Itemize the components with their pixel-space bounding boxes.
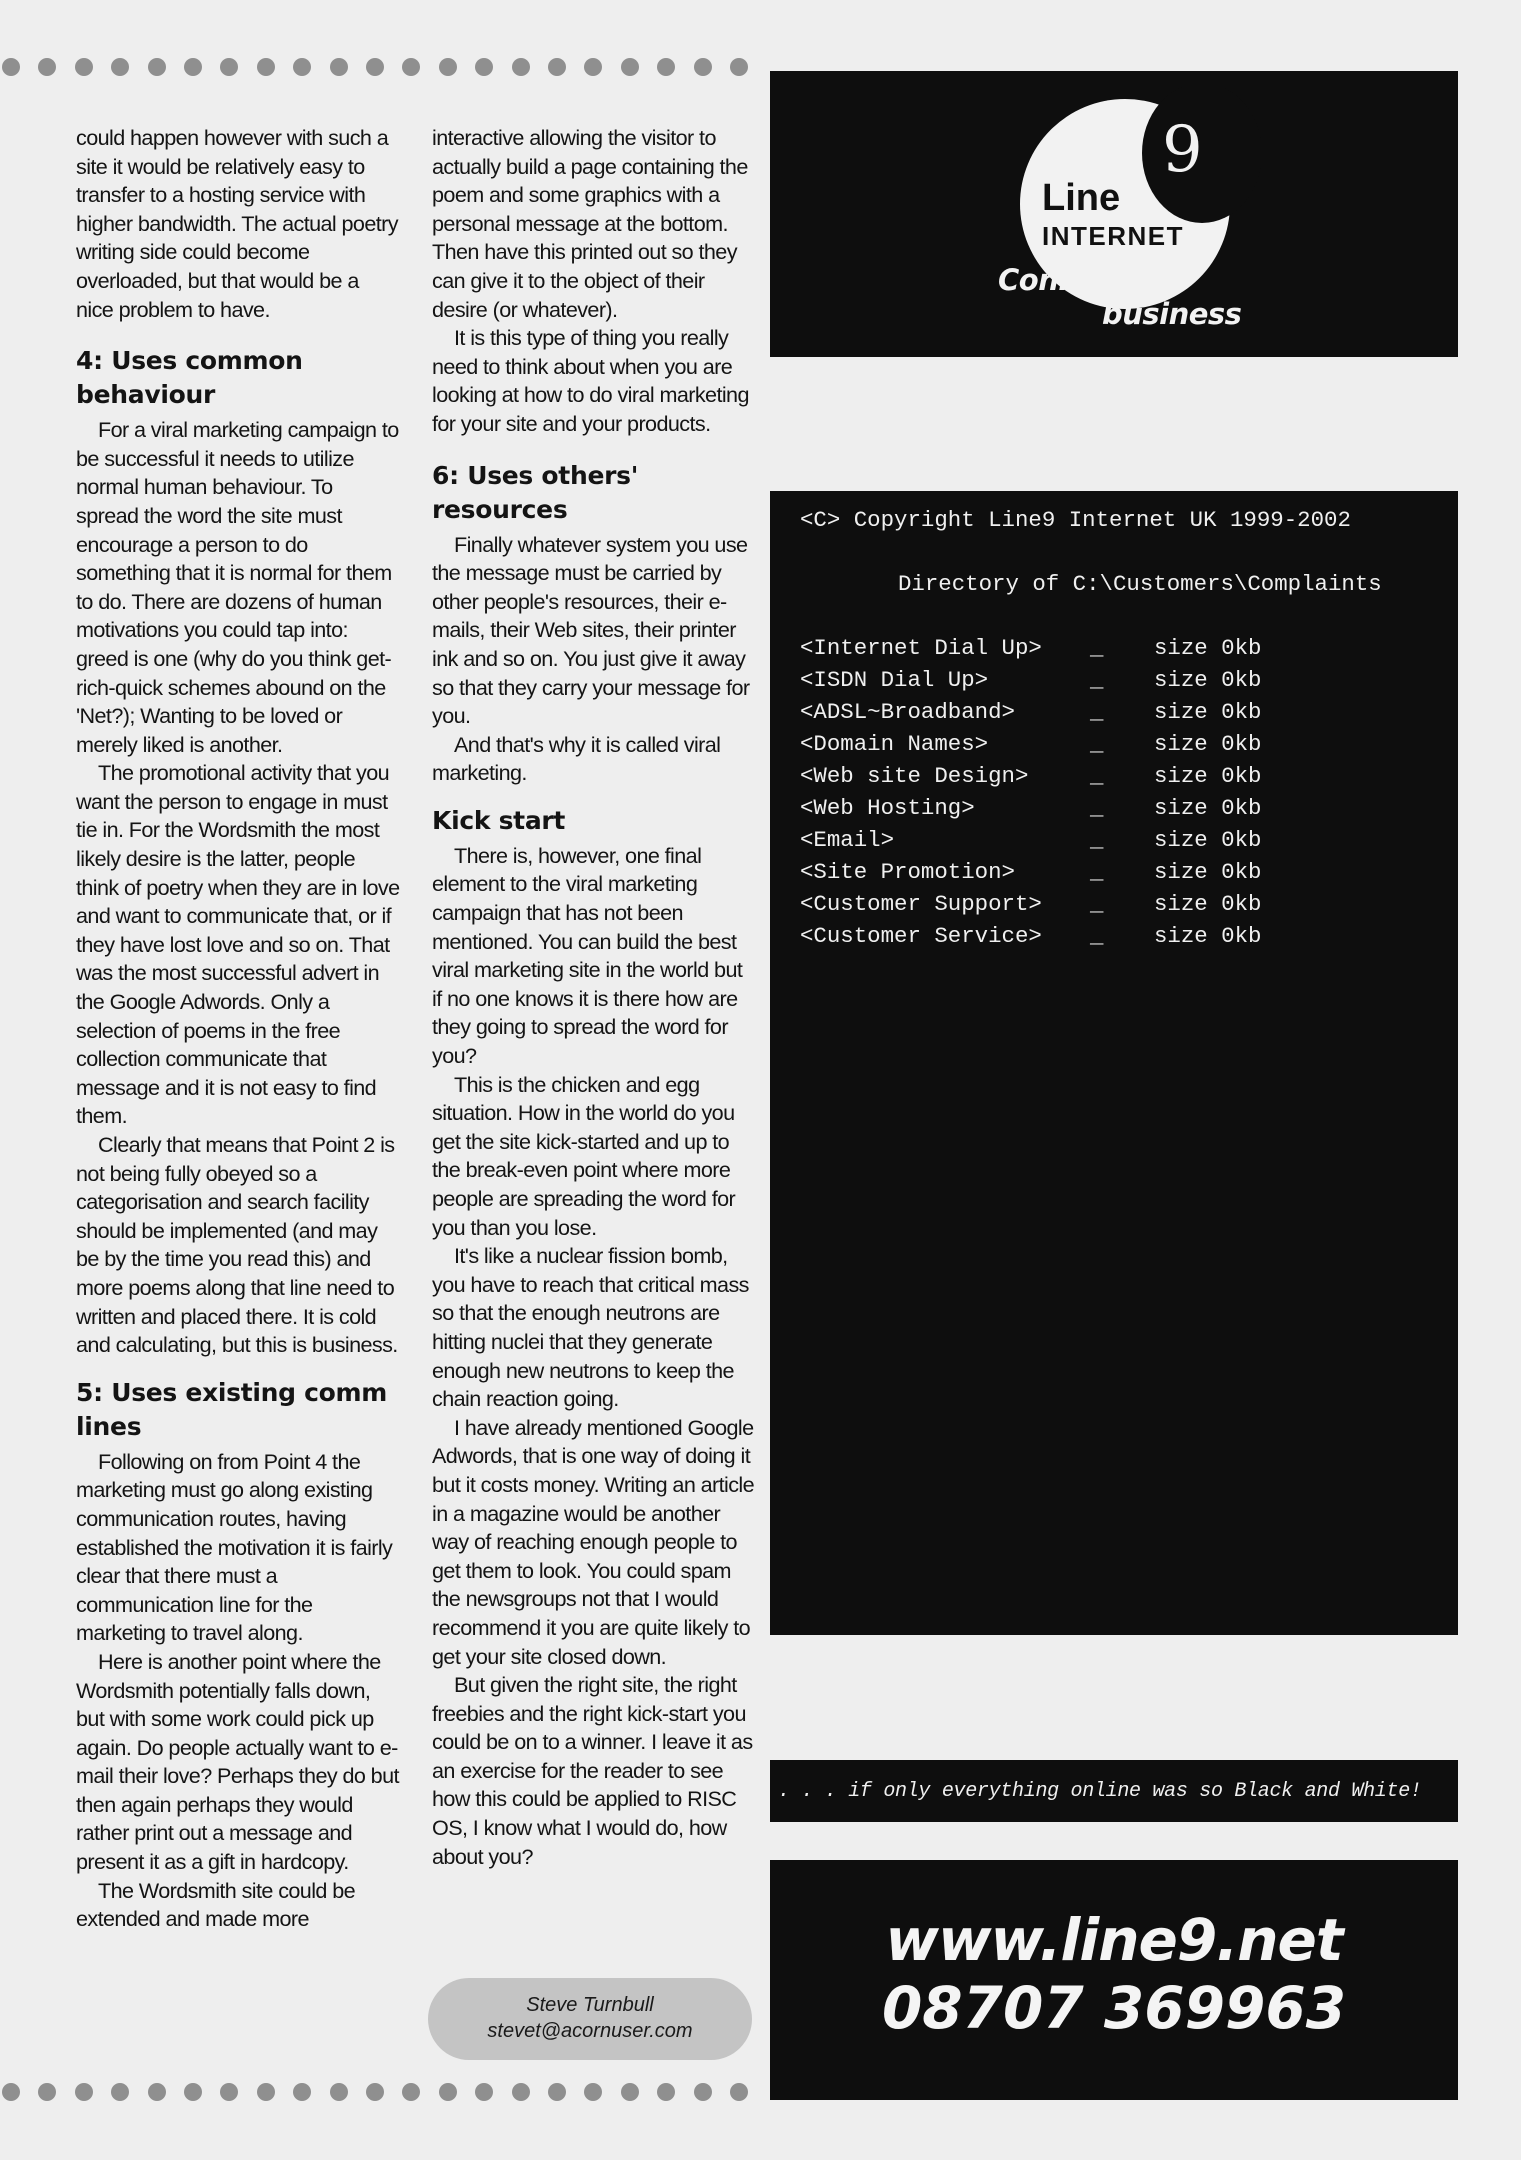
terminal-entry-name: <ADSL~Broadband> xyxy=(800,699,1015,725)
logo-line-text: Line xyxy=(1042,177,1121,219)
rule-dot xyxy=(475,2083,493,2101)
terminal-entry-size: size 0kb xyxy=(1154,635,1262,661)
paragraph: It is this type of thing you really need to think about when you are looking at how to do viral marketing for your site and your products. xyxy=(432,325,749,436)
section-heading-6: 6: Uses others' resources xyxy=(432,460,639,524)
paragraph: And that's why it is called viral marketing. xyxy=(432,731,721,786)
rule-dot xyxy=(2,2083,20,2101)
rule-dot xyxy=(730,58,748,76)
rule-dot xyxy=(512,2083,530,2101)
terminal-entry-separator: _ xyxy=(1090,859,1104,885)
terminal-entry-separator: _ xyxy=(1090,795,1104,821)
rule-dot xyxy=(293,2083,311,2101)
terminal-entry-separator: _ xyxy=(1090,827,1104,853)
terminal-entry-separator: _ xyxy=(1090,667,1104,693)
terminal-entry-name: <Domain Names> xyxy=(800,731,989,757)
terminal-entry-name: <Customer Support> xyxy=(800,891,1042,917)
ad-phone: 08707 369963 xyxy=(881,1974,1347,2042)
ad-terminal-panel xyxy=(770,491,1458,1635)
terminal-entry-size: size 0kb xyxy=(1154,731,1262,757)
author-name: Steve Turnbull xyxy=(526,1994,654,2016)
terminal-entry-size: size 0kb xyxy=(1154,891,1262,917)
rule-dot xyxy=(293,58,311,76)
ad-tagline: . . . if only everything online was so Black and White! xyxy=(778,1780,1422,1803)
bottom-dot-rule xyxy=(0,2083,770,2105)
paragraph: Finally whatever system you use the message must be carried by other people's resources, their e-mails, their Web sites, their printer ink and so on. You just give it away so that they carry your message for you. xyxy=(432,531,750,729)
rule-dot xyxy=(512,58,530,76)
section-heading-kick-start: Kick start xyxy=(432,805,566,835)
rule-dot xyxy=(402,2083,420,2101)
logo-business-text: business xyxy=(1102,297,1242,331)
rule-dot xyxy=(330,2083,348,2101)
rule-dot xyxy=(548,58,566,76)
author-byline xyxy=(428,1978,752,2060)
ad-website[interactable]: www.line9.net xyxy=(885,1906,1343,1974)
paragraph: But given the right site, the right freebies and the right kick-start you could be on to a winner. I leave it as an exercise for the reader to see how this could be applied to RISC OS, I know what I would do, how about you? xyxy=(432,1672,753,1869)
rule-dot xyxy=(220,58,238,76)
terminal-entry-name: <Customer Service> xyxy=(800,923,1042,949)
paragraph: This is the chicken and egg situation. How in the world do you get the site kick-started and up to the break-even point where more people are spreading the word for you than you lose. xyxy=(432,1071,736,1240)
rule-dot xyxy=(184,2083,202,2101)
section-heading-5: 5: Uses existing comm lines xyxy=(76,1377,388,1441)
rule-dot xyxy=(657,58,675,76)
terminal-entry-size: size 0kb xyxy=(1154,827,1262,853)
rule-dot xyxy=(75,58,93,76)
paragraph: I have already mentioned Google Adwords, that is one way of doing it but it costs money. Writing an article in a magazine would be another way of reaching enough people to get them to look. You could spam the newsgroups not that I would recommend it you are quite likely to get your site closed down. xyxy=(432,1414,755,1669)
ad-logo-panel xyxy=(770,71,1458,357)
paragraph: Following on from Point 4 the marketing must go along existing communication routes, having established the motivation it is fairly clear that there must a communication line for the marketing to travel along. xyxy=(76,1448,393,1646)
rule-dot xyxy=(111,2083,129,2101)
rule-dot xyxy=(657,2083,675,2101)
terminal-copyright: <C> Copyright Line9 Internet UK 1999-2002 xyxy=(800,507,1351,533)
paragraph: interactive allowing the visitor to actually build a page containing the poem and some graphics with a personal message at the bottom. Then have this printed out so they can give it to the object of their desire (or whatever). xyxy=(432,125,748,322)
rule-dot xyxy=(220,2083,238,2101)
paragraph: The Wordsmith site could be extended and made more xyxy=(76,1877,356,1932)
terminal-entry-separator: _ xyxy=(1090,923,1104,949)
terminal-entry-size: size 0kb xyxy=(1154,923,1262,949)
logo-internet-text: INTERNET xyxy=(1042,221,1184,251)
rule-dot xyxy=(366,2083,384,2101)
rule-dot xyxy=(694,58,712,76)
rule-dot xyxy=(366,58,384,76)
logo-nine: 9 xyxy=(1162,113,1203,187)
logo-connecting-text: Connecting xyxy=(998,263,1178,297)
rule-dot xyxy=(111,58,129,76)
rule-dot xyxy=(38,2083,56,2101)
ad-contact-panel xyxy=(770,1860,1458,2100)
article-column-right xyxy=(432,124,756,1871)
rule-dot xyxy=(2,58,20,76)
rule-dot xyxy=(439,2083,457,2101)
rule-dot xyxy=(621,58,639,76)
rule-dot xyxy=(694,2083,712,2101)
rule-dot xyxy=(730,2083,748,2101)
rule-dot xyxy=(257,2083,275,2101)
rule-dot xyxy=(184,58,202,76)
terminal-entry-separator: _ xyxy=(1090,731,1104,757)
rule-dot xyxy=(75,2083,93,2101)
paragraph: Clearly that means that Point 2 is not being fully obeyed so a categorisation and search facility should be implemented (and may be by the time you read this) and more poems along that line need to written and placed there. It is cold and calculating, but this is business. xyxy=(76,1132,398,1358)
terminal-entry-separator: _ xyxy=(1090,763,1104,789)
terminal-entry-name: <Site Promotion> xyxy=(800,859,1015,885)
terminal-entry-size: size 0kb xyxy=(1154,763,1262,789)
terminal-entry-size: size 0kb xyxy=(1154,795,1262,821)
terminal-entry-name: <Internet Dial Up> xyxy=(800,635,1042,661)
terminal-entry-size: size 0kb xyxy=(1154,667,1262,693)
terminal-directory: Directory of C:\Customers\Complaints xyxy=(898,571,1382,597)
section-heading-4: 4: Uses common behaviour xyxy=(76,346,303,410)
rule-dot xyxy=(584,2083,602,2101)
rule-dot xyxy=(38,58,56,76)
rule-dot xyxy=(475,58,493,76)
author-email[interactable]: stevet@acornuser.com xyxy=(487,2020,693,2042)
paragraph: could happen however with such a site it would be relatively easy to transfer to a hosting service with higher bandwidth. The actual poetry writing side could become overloaded, but that would be a nice problem to have. xyxy=(76,125,398,322)
rule-dot xyxy=(148,2083,166,2101)
rule-dot xyxy=(330,58,348,76)
terminal-entry-name: <Web Hosting> xyxy=(800,795,975,821)
terminal-entry-name: <ISDN Dial Up> xyxy=(800,667,989,693)
terminal-entry-size: size 0kb xyxy=(1154,859,1262,885)
rule-dot xyxy=(148,58,166,76)
paragraph: It's like a nuclear fission bomb, you have to reach that critical mass so that the enough neutrons are hitting nuclei that they generate enough new neutrons to keep the chain reaction going. xyxy=(432,1243,749,1412)
rule-dot xyxy=(621,2083,639,2101)
article-column-left xyxy=(76,124,400,1934)
rule-dot xyxy=(584,58,602,76)
paragraph: There is, however, one final element to the viral marketing campaign that has not been mentioned. You can build the best viral marketing site in the world but if no one knows it is there how are they going to spread the word for you? xyxy=(432,842,743,1069)
rule-dot xyxy=(402,58,420,76)
rule-dot xyxy=(548,2083,566,2101)
terminal-entry-size: size 0kb xyxy=(1154,699,1262,725)
paragraph: For a viral marketing campaign to be successful it needs to utilize normal human behaviour. To spread the word the site must encourage a person to do something that it is normal for them to do. There are dozens of human motivations you could tap into: greed is one (why do you think get-rich-quick schemes abound on the 'Net?); Wanting to be loved or merely liked is another. xyxy=(76,417,399,757)
ad-tagline-panel xyxy=(770,1760,1458,1822)
top-dot-rule xyxy=(0,58,770,80)
paragraph: Here is another point where the Wordsmith potentially falls down, but with some work could pick up again. Do people actually want to e-mail their love? Perhaps they do but then again perhaps they would rather print out a message and present it as a gift in hardcopy. xyxy=(76,1648,399,1875)
rule-dot xyxy=(257,58,275,76)
terminal-entry-separator: _ xyxy=(1090,891,1104,917)
paragraph: The promotional activity that you want the person to engage in must tie in. For the Wordsmith the most likely desire is the latter, people think of poetry when they are in love and want to communicate that, or if they have lost love and so on. That was the most successful advert in the Google Adwords. Only a selection of poems in the free collection communicate that message and it is not easy to find them. xyxy=(76,760,400,1129)
terminal-entry-name: <Web site Design> xyxy=(800,763,1029,789)
terminal-entry-separator: _ xyxy=(1090,699,1104,725)
rule-dot xyxy=(439,58,457,76)
terminal-entry-separator: _ xyxy=(1090,635,1104,661)
terminal-entry-name: <Email> xyxy=(800,827,895,853)
